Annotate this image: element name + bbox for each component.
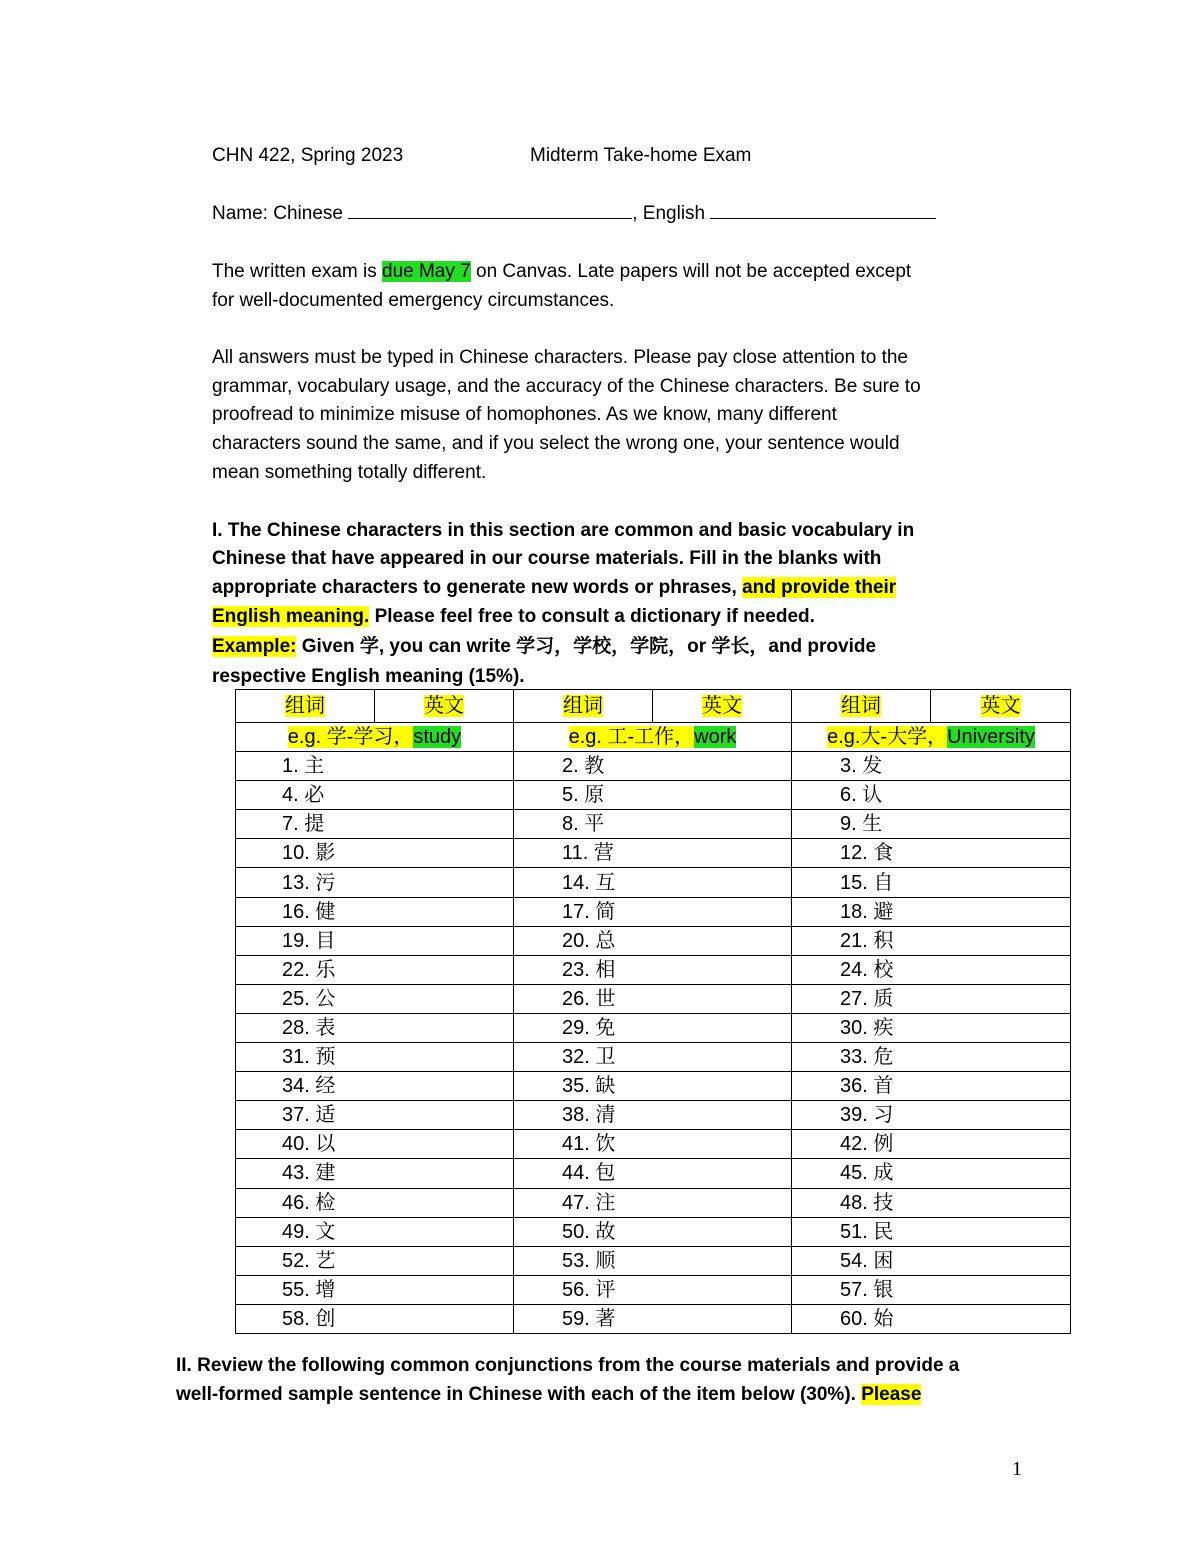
- vocab-cell[interactable]: 30. 疾: [792, 1013, 1071, 1042]
- vocab-cell[interactable]: 1. 主: [236, 752, 514, 781]
- table-row: [236, 781, 1071, 810]
- header-cell: [236, 690, 375, 723]
- header-cell: [514, 690, 653, 723]
- example-label: Example:: [212, 636, 297, 657]
- section1-example: [212, 632, 876, 661]
- example-word: e.g. 工-工作，: [568, 726, 695, 749]
- vocab-cell[interactable]: 52. 艺: [236, 1246, 514, 1275]
- section1-line: respective English meaning (15%).: [212, 666, 525, 687]
- vocab-cell[interactable]: 58. 创: [236, 1304, 514, 1333]
- vocab-cell[interactable]: 36. 首: [792, 1072, 1071, 1101]
- table-row: [236, 897, 1071, 926]
- section2-line: II. Review the following common conjunctions from the course materials and provide a: [176, 1355, 960, 1376]
- vocabulary-rows: [236, 752, 1071, 1334]
- instructions-line: proofread to minimize misuse of homophones. As we know, many different: [212, 404, 837, 425]
- vocab-cell[interactable]: 31. 预: [236, 1043, 514, 1072]
- header-cell: [375, 690, 514, 723]
- instructions-line: All answers must be typed in Chinese characters. Please pay close attention to the: [212, 347, 908, 368]
- table-row: [236, 1043, 1071, 1072]
- vocab-cell[interactable]: 48. 技: [792, 1188, 1071, 1217]
- table-row: [236, 1101, 1071, 1130]
- instructions-line: grammar, vocabulary usage, and the accuracy of the Chinese characters. Be sure to: [212, 376, 921, 397]
- chinese-name-blank[interactable]: [348, 200, 632, 219]
- vocab-cell[interactable]: 60. 始: [792, 1304, 1071, 1333]
- example-text: Given 学, you can write 学习，学校，学院，or 学长，and provide: [296, 636, 877, 657]
- table-row: [236, 1130, 1071, 1159]
- header-english-label: 英文: [424, 695, 464, 717]
- table-row: [236, 1304, 1071, 1333]
- due-line-2: for well-documented emergency circumstances.: [212, 290, 615, 311]
- due-line-1: [212, 257, 911, 286]
- vocab-cell[interactable]: 10. 影: [236, 839, 514, 868]
- table-row: [236, 1246, 1071, 1275]
- table-header-row: [236, 690, 1071, 723]
- vocab-cell[interactable]: 59. 著: [514, 1304, 792, 1333]
- vocab-cell[interactable]: 5. 原: [514, 781, 792, 810]
- instructions-line: characters sound the same, and if you select the wrong one, your sentence would: [212, 433, 900, 454]
- vocab-cell[interactable]: 47. 注: [514, 1188, 792, 1217]
- section1-highlight: English meaning.: [212, 606, 370, 627]
- vocab-cell[interactable]: 37. 适: [236, 1101, 514, 1130]
- vocab-cell[interactable]: 13. 污: [236, 868, 514, 897]
- vocab-cell[interactable]: 57. 银: [792, 1275, 1071, 1304]
- vocab-cell[interactable]: 15. 自: [792, 868, 1071, 897]
- header-word-label: 组词: [841, 695, 881, 717]
- vocab-cell[interactable]: 50. 故: [514, 1217, 792, 1246]
- vocab-cell[interactable]: 12. 食: [792, 839, 1071, 868]
- vocab-cell[interactable]: 51. 民: [792, 1217, 1071, 1246]
- section1-text: appropriate characters to generate new words or phrases,: [212, 577, 743, 598]
- header-cell: [792, 690, 931, 723]
- header-word-label: 组词: [285, 695, 325, 717]
- vocab-cell[interactable]: 21. 积: [792, 926, 1071, 955]
- section2-line: [176, 1380, 921, 1409]
- page-number: 1: [1012, 1458, 1022, 1480]
- vocab-cell[interactable]: 11. 营: [514, 839, 792, 868]
- example-cell: [792, 723, 1071, 752]
- table-row: [236, 1217, 1071, 1246]
- table-row: [236, 955, 1071, 984]
- section1-line: [212, 602, 815, 631]
- vocab-cell[interactable]: 56. 评: [514, 1275, 792, 1304]
- vocab-cell[interactable]: 23. 相: [514, 955, 792, 984]
- english-label: , English: [632, 203, 711, 224]
- vocab-cell[interactable]: 49. 文: [236, 1217, 514, 1246]
- vocab-cell[interactable]: 55. 增: [236, 1275, 514, 1304]
- due-text-post: on Canvas. Late papers will not be accepted except: [470, 261, 912, 282]
- course-title: CHN 422, Spring 2023: [212, 145, 404, 166]
- vocab-cell[interactable]: 53. 顺: [514, 1246, 792, 1275]
- example-english: University: [947, 726, 1035, 749]
- table-row: [236, 1188, 1071, 1217]
- section2-text: well-formed sample sentence in Chinese with each of the item below (30%).: [176, 1384, 862, 1405]
- vocab-cell[interactable]: 44. 包: [514, 1159, 792, 1188]
- example-cell: [236, 723, 514, 752]
- table-row: [236, 1072, 1071, 1101]
- header-word-label: 组词: [563, 695, 603, 717]
- vocab-cell[interactable]: 39. 习: [792, 1101, 1071, 1130]
- vocab-cell[interactable]: 43. 建: [236, 1159, 514, 1188]
- table-row: [236, 810, 1071, 839]
- example-word: e.g. 学-学习，: [287, 726, 414, 749]
- table-row: [236, 752, 1071, 781]
- table-row: [236, 1275, 1071, 1304]
- vocab-cell[interactable]: 28. 表: [236, 1013, 514, 1042]
- table-row: [236, 868, 1071, 897]
- table-row: [236, 984, 1071, 1013]
- section1-line: I. The Chinese characters in this section are common and basic vocabulary in: [212, 520, 915, 541]
- header-english-label: 英文: [980, 695, 1021, 717]
- vocab-cell[interactable]: 35. 缺: [514, 1072, 792, 1101]
- vocab-cell[interactable]: 45. 成: [792, 1159, 1071, 1188]
- vocab-cell[interactable]: 8. 平: [514, 810, 792, 839]
- table-row: [236, 926, 1071, 955]
- section1-highlight: and provide their: [742, 577, 897, 598]
- vocab-cell[interactable]: 9. 生: [792, 810, 1071, 839]
- section1-line: [212, 573, 896, 602]
- vocab-cell[interactable]: 27. 质: [792, 984, 1071, 1013]
- english-name-blank[interactable]: [710, 200, 936, 219]
- vocab-cell[interactable]: 16. 健: [236, 897, 514, 926]
- section1-line: Chinese that have appeared in our course materials. Fill in the blanks with: [212, 548, 882, 569]
- vocab-cell[interactable]: 25. 公: [236, 984, 514, 1013]
- vocab-cell[interactable]: 7. 提: [236, 810, 514, 839]
- vocab-cell[interactable]: 20. 总: [514, 926, 792, 955]
- example-word: e.g.大-大学，: [827, 726, 948, 749]
- header-line: [212, 141, 752, 170]
- table-row: [236, 1159, 1071, 1188]
- vocab-cell[interactable]: 24. 校: [792, 955, 1071, 984]
- vocab-cell[interactable]: 6. 认: [792, 781, 1071, 810]
- header-cell: [931, 690, 1071, 723]
- vocab-cell[interactable]: 4. 必: [236, 781, 514, 810]
- example-english: work: [694, 726, 737, 749]
- vocab-cell[interactable]: 14. 互: [514, 868, 792, 897]
- due-date-highlight: due May 7: [382, 261, 471, 282]
- header-english-label: 英文: [702, 695, 742, 717]
- due-text-pre: The written exam is: [212, 261, 382, 282]
- example-cell: [514, 723, 792, 752]
- vocab-cell[interactable]: 41. 饮: [514, 1130, 792, 1159]
- vocab-cell[interactable]: 3. 发: [792, 752, 1071, 781]
- vocab-cell[interactable]: 17. 简: [514, 897, 792, 926]
- example-row: [236, 723, 1071, 752]
- vocab-cell[interactable]: 40. 以: [236, 1130, 514, 1159]
- section2-highlight: Please: [861, 1384, 922, 1405]
- vocab-cell[interactable]: 32. 卫: [514, 1043, 792, 1072]
- vocab-cell[interactable]: 2. 教: [514, 752, 792, 781]
- vocab-cell[interactable]: 38. 清: [514, 1101, 792, 1130]
- section1-text: Please feel free to consult a dictionary if needed.: [369, 606, 815, 627]
- instructions-line: mean something totally different.: [212, 462, 487, 483]
- vocab-cell[interactable]: 54. 困: [792, 1246, 1071, 1275]
- table-row: [236, 1013, 1071, 1042]
- name-line: [212, 199, 936, 228]
- vocab-cell[interactable]: 26. 世: [514, 984, 792, 1013]
- example-english: study: [413, 726, 462, 749]
- name-label: Name: Chinese: [212, 203, 349, 224]
- vocab-cell[interactable]: 18. 避: [792, 897, 1071, 926]
- vocabulary-table: [235, 689, 1071, 1334]
- vocab-cell[interactable]: 42. 例: [792, 1130, 1071, 1159]
- vocab-cell[interactable]: 19. 目: [236, 926, 514, 955]
- exam-title: Midterm Take-home Exam: [530, 145, 752, 166]
- vocab-cell[interactable]: 46. 检: [236, 1188, 514, 1217]
- vocab-cell[interactable]: 22. 乐: [236, 955, 514, 984]
- header-cell: [653, 690, 792, 723]
- vocab-cell[interactable]: 34. 经: [236, 1072, 514, 1101]
- vocab-cell[interactable]: 33. 危: [792, 1043, 1071, 1072]
- table-row: [236, 839, 1071, 868]
- vocab-cell[interactable]: 29. 免: [514, 1013, 792, 1042]
